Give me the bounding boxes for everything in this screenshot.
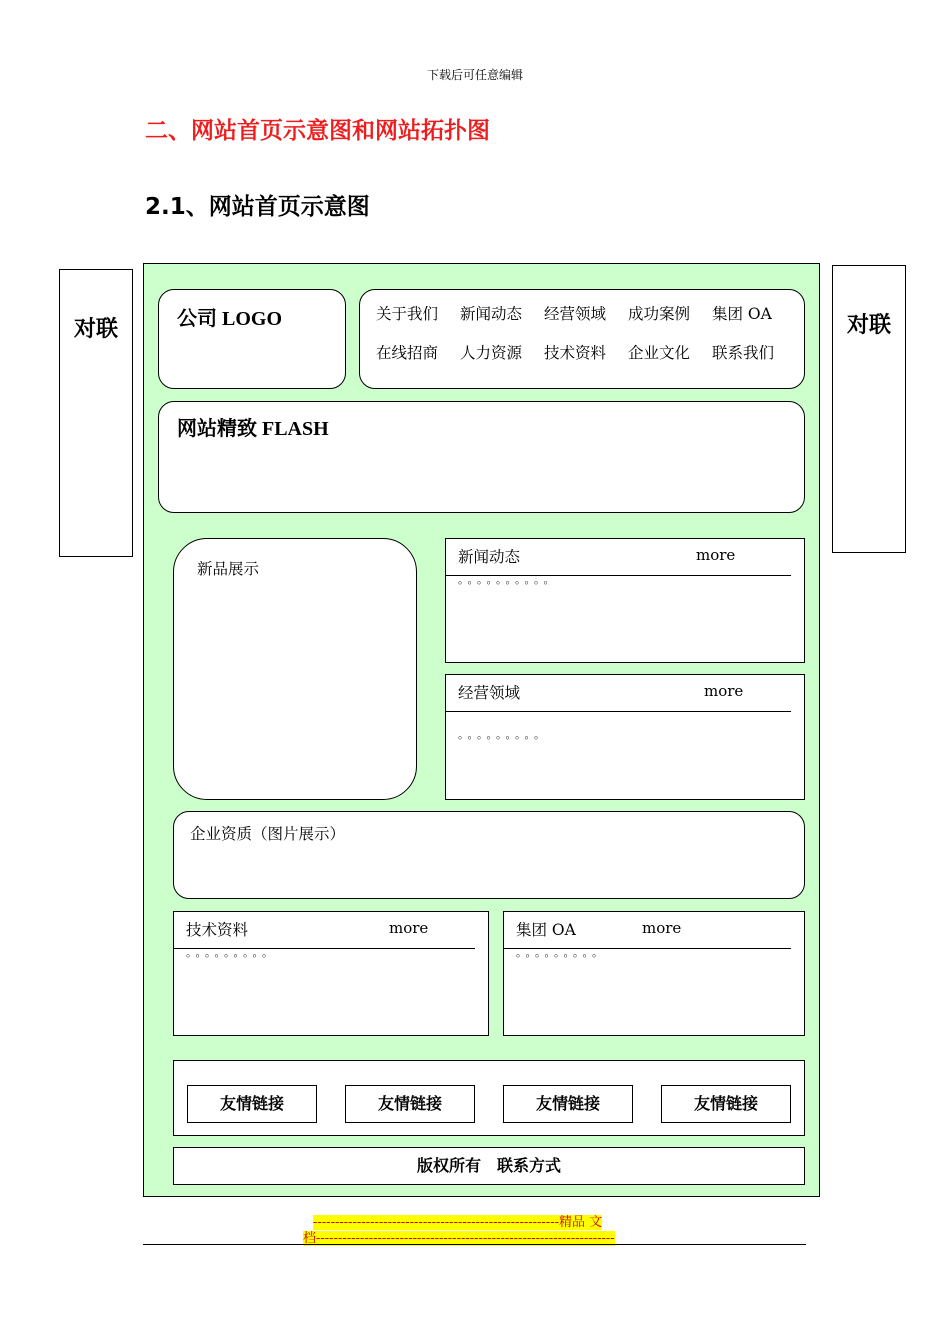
qualification-label: 企业资质（图片展示）	[190, 825, 346, 843]
nav-item-cases[interactable]: 成功案例	[628, 305, 691, 323]
friend-link-button[interactable]: 友情链接	[345, 1085, 475, 1123]
flash-label: 网站精致 FLASH	[177, 418, 329, 440]
homepage-mockup-frame	[143, 263, 820, 1197]
tech-panel-title: 技术资料	[186, 921, 249, 939]
header-note: 下载后可任意编辑	[426, 68, 523, 82]
right-couplet-label: 对联	[846, 313, 891, 338]
copyright-text: 版权所有 联系方式	[416, 1156, 561, 1175]
nav-item-oa[interactable]: 集团 OA	[712, 305, 772, 323]
business-panel-title: 经营领域	[458, 684, 521, 702]
nav-item-hr[interactable]: 人力资源	[460, 344, 523, 362]
nav-item-business[interactable]: 经营领域	[544, 305, 607, 323]
friend-link-button[interactable]: 友情链接	[187, 1085, 317, 1123]
business-panel-rule	[446, 711, 791, 712]
business-more-link[interactable]: more	[704, 682, 744, 700]
nav-item-investment[interactable]: 在线招商	[376, 344, 439, 362]
news-more-link[interactable]: more	[696, 546, 736, 564]
section-title: 二、网站首页示意图和网站拓扑图	[145, 118, 490, 144]
oa-panel-title: 集团 OA	[516, 921, 576, 939]
tech-panel	[173, 911, 489, 1036]
nav-item-contact[interactable]: 联系我们	[712, 344, 775, 362]
new-products-box	[173, 538, 417, 800]
news-placeholder-dots: 。。。。。。。。。。	[458, 573, 559, 586]
nav-item-culture[interactable]: 企业文化	[628, 344, 691, 362]
nav-box	[359, 289, 805, 389]
left-couplet-label: 对联	[73, 317, 118, 342]
new-products-label: 新品展示	[197, 560, 260, 578]
news-panel	[445, 538, 805, 663]
tech-more-link[interactable]: more	[389, 919, 429, 937]
copyright-bar	[173, 1147, 805, 1185]
nav-item-tech[interactable]: 技术资料	[544, 344, 607, 362]
friend-link-button[interactable]: 友情链接	[661, 1085, 791, 1123]
qualification-box	[173, 811, 805, 899]
flash-banner	[158, 401, 805, 513]
oa-panel	[503, 911, 805, 1036]
oa-more-link[interactable]: more	[642, 919, 682, 937]
business-placeholder-dots: 。。。。。。。。。	[458, 728, 549, 741]
footer-mark-text-1: --------------------------------------------------------精品 文	[313, 1215, 603, 1230]
news-panel-title: 新闻动态	[458, 548, 521, 566]
nav-item-news[interactable]: 新闻动态	[460, 305, 523, 323]
logo-box	[158, 289, 346, 389]
subsection-title: 2.1、网站首页示意图	[145, 194, 370, 220]
business-panel	[445, 674, 805, 800]
tech-placeholder-dots: 。。。。。。。。。	[186, 946, 277, 959]
right-couplet	[832, 265, 906, 553]
logo-label: 公司 LOGO	[177, 308, 283, 330]
footer-rule	[143, 1244, 806, 1245]
oa-placeholder-dots: 。。。。。。。。。	[516, 946, 607, 959]
footer-mark-text-2: 档--------------------------------------------------------------------	[303, 1231, 615, 1246]
friend-links-bar	[173, 1060, 805, 1136]
left-couplet	[59, 269, 133, 557]
nav-item-about[interactable]: 关于我们	[376, 305, 439, 323]
friend-link-button[interactable]: 友情链接	[503, 1085, 633, 1123]
